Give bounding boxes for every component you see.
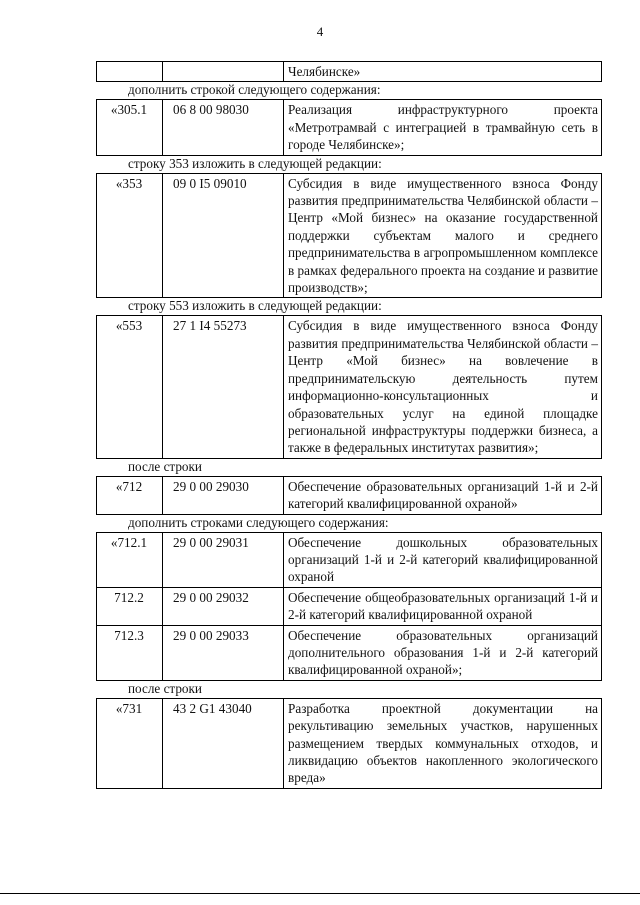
top-continuation-table (96, 61, 602, 82)
table-row (97, 532, 602, 587)
row-code: «353 (97, 173, 163, 298)
table-row (97, 698, 602, 788)
table-row (97, 587, 602, 625)
page-number: 4 (316, 24, 324, 39)
row-code: 712.2 (97, 587, 163, 625)
row-text: Обеспечение общеобразовательных организаций 1-й и 2-й категорий квалифицированной охраной (284, 587, 602, 625)
instruction-text: дополнить строками следующего содержания: (128, 514, 389, 530)
row-text: Субсидия в виде имущественного взноса Фонду развития предпринимательства Челябинской области – Центр «Мой бизнес» на вовлечение в предпринимательскую деятельность путем информационно-консультационных и образовательных услуг на единой площадке региональной инфраструктуры поддержки бизнеса, а также в федеральных институтах развития»; (284, 316, 602, 458)
row-text: Реализация инфраструктурного проекта «Метротрамвай с интеграцией в трамвайную сеть в городе Челябинске»; (284, 100, 602, 155)
row-budget-code: 43 2 G1 43040 (163, 698, 284, 788)
amendment-table (96, 99, 602, 155)
instruction-text: строку 553 изложить в следующей редакции: (128, 298, 382, 314)
row-code: 712.3 (97, 625, 163, 680)
instruction-text: после строки (128, 680, 202, 696)
amendment-table (96, 698, 602, 789)
table-row (97, 62, 602, 82)
row-code: «553 (97, 316, 163, 458)
row-code: «712.1 (97, 532, 163, 587)
amendment-table (96, 476, 602, 515)
row-budget-code: 29 0 00 29031 (163, 532, 284, 587)
row-text: Разработка проектной документации на рекультивацию земельных участков, нарушенных размещением твердых коммунальных отходов, и ликвидацию объектов накопленного экологического вреда» (284, 698, 602, 788)
row-text: Обеспечение дошкольных образовательных организаций 1-й и 2-й категорий квалифицированной охраной (284, 532, 602, 587)
row-budget-code: 29 0 00 29033 (163, 625, 284, 680)
amendment-table (96, 315, 602, 458)
row-text: Челябинске» (284, 62, 602, 82)
table-row (97, 173, 602, 298)
row-code: «305.1 (97, 100, 163, 155)
table-row (97, 100, 602, 155)
amendment-table (96, 173, 602, 299)
row-text: Обеспечение образовательных организаций дополнительного образования 1-й и 2-й категорий квалифицированной охраной»; (284, 625, 602, 680)
row-code (97, 62, 163, 82)
table-row (97, 625, 602, 680)
instruction-text: после строки (128, 458, 202, 474)
row-budget-code: 27 1 I4 55273 (163, 316, 284, 458)
row-code: «731 (97, 698, 163, 788)
table-row (97, 316, 602, 458)
instruction-text: строку 353 изложить в следующей редакции: (128, 155, 382, 171)
table-row (97, 476, 602, 514)
instruction-text: дополнить строкой следующего содержания: (128, 82, 381, 98)
row-text: Субсидия в виде имущественного взноса Фонду развития предпринимательства Челябинской области – Центр «Мой бизнес» на оказание государственной поддержки субъектам малого и среднего предпринимательства в агропромышленном комплексе в рамках федерального проекта на создание и развитие производств»; (284, 173, 602, 298)
row-budget-code: 09 0 I5 09010 (163, 173, 284, 298)
row-code: «712 (97, 476, 163, 514)
row-budget-code: 29 0 00 29030 (163, 476, 284, 514)
row-text: Обеспечение образовательных организаций 1-й и 2-й категорий квалифицированной охраной» (284, 476, 602, 514)
amendment-table (96, 532, 602, 681)
bottom-rule (0, 893, 640, 894)
row-budget-code: 06 8 00 98030 (163, 100, 284, 155)
document-body (96, 61, 602, 789)
row-budget-code (163, 62, 284, 82)
row-budget-code: 29 0 00 29032 (163, 587, 284, 625)
